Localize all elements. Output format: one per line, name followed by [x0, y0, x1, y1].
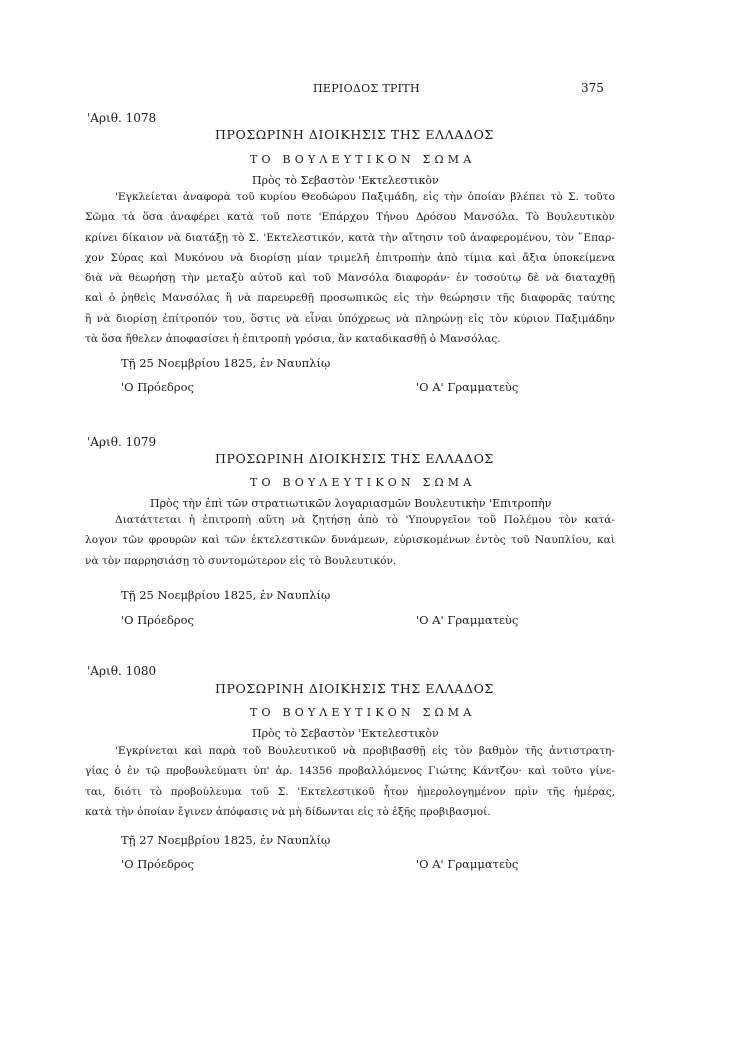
document-number: 'Αριθ. 1080 [87, 664, 157, 678]
document-body [85, 741, 615, 822]
president-signature: 'Ο Πρόεδρος [121, 380, 194, 394]
body-line: Σῶμα τὰ ὅσα ἀναφέρει κατὰ τοῦ ποτε 'Επάρχου Τήνου Δρόσου Μανσόλα. Τὸ Βουλευτικὸν [85, 211, 615, 224]
body-line: τὰ ὅσα ἤθελεν ἀποφασίσει ἡ ἐπιτροπὴ γρόσια, ἂν καταδικασθῇ ὁ Μανσόλας. [85, 333, 501, 346]
secretary-signature: 'Ο Α' Γραμματεὺς [416, 857, 519, 871]
document-number: 'Αριθ. 1078 [87, 111, 157, 125]
body-line: ἢ νὰ διορίσῃ ἐπίτροπόν του, ὅστις νὰ εἶναι ὑπόχρεως νὰ πληρώνῃ εἰς τὸν κύριον Παξιμάδην [85, 312, 615, 325]
body-line: νὰ τὸν παρρησιάσῃ τὸ συντομώτερον εἰς τὸ Βουλευτικόν. [85, 554, 397, 567]
president-signature: 'Ο Πρόεδρος [121, 857, 194, 871]
body-line: κατὰ τὴν ὁποίαν ἔγινεν ἀπόφασις νὰ μὴ δίδωνται εἰς τὸ ἑξῆς προβιβασμοί. [85, 805, 491, 818]
body-line: διὰ νὰ θεωρήσῃ τὴν μεταξὺ αὐτοῦ καὶ τοῦ Μανσόλα διαφοράν· ἐν τοσούτῳ δὲ νὰ διαταχθῇ [85, 272, 615, 285]
body-line: γίας ὁ ἐν τῷ προβουλεύματι ὑπ' ἀρ. 14356 προβαλλόμενος Γιώτης Κάντζου· καὶ τοῦτο γίνε- [85, 765, 615, 778]
document-number: 'Αριθ. 1079 [87, 435, 157, 449]
document-date: Τῇ 27 Νοεμβρίου 1825, ἐν Ναυπλίῳ [121, 833, 331, 847]
issuing-body: ΤΟ ΒΟΥΛΕΥΤΙΚΟΝ ΣΩΜΑ [250, 476, 476, 489]
body-line: χον Σύρας καὶ Μυκόνου νὰ διορίσῃ μίαν τριμελῆ ἐπιτροπὴν ἀπὸ τίμια καὶ ἄξια ὑποκείμενα [85, 251, 615, 264]
document-heading: ΠΡΟΣΩΡΙΝΗ ΔΙΟΙΚΗΣΙΣ ΤΗΣ ΕΛΛΑΔΟΣ [215, 127, 494, 142]
addressee: Πρὸς τὸ Σεβαστὸν 'Εκτελεστικὸν [252, 727, 439, 740]
document-body [85, 187, 615, 349]
issuing-body: ΤΟ ΒΟΥΛΕΥΤΙΚΟΝ ΣΩΜΑ [250, 153, 476, 166]
document-heading: ΠΡΟΣΩΡΙΝΗ ΔΙΟΙΚΗΣΙΣ ΤΗΣ ΕΛΛΑΔΟΣ [215, 681, 494, 696]
body-line: λογον τῶν φρουρῶν καὶ τῶν ἐκτελεστικῶν δυνάμεων, εὑρισκομένων ἐντὸς τοῦ Ναυπλίου, καὶ [85, 534, 615, 547]
document-date: Τῇ 25 Νοεμβρίου 1825, ἐν Ναυπλίῳ [121, 588, 331, 602]
page-number: 375 [581, 81, 604, 95]
addressee: Πρὸς τὴν ἐπὶ τῶν στρατιωτικῶν λογαριασμῶν Βουλευτικὴν 'Επιτροπὴν [150, 497, 552, 510]
president-signature: 'Ο Πρόεδρος [121, 613, 194, 627]
body-line: 'Εγκλείεται ἀναφορὰ τοῦ κυρίου Θεοδώρου Παξιμάδη, εἰς τὴν ὁποίαν βλέπει τὸ Σ. τοῦτο [115, 191, 615, 203]
body-line: ται, διότι τὸ προβούλευμα τοῦ Σ. 'Εκτελεστικοῦ ἦτον ἡμερολογημένον πρὶν τῆς ἡμέρας, [85, 785, 615, 798]
secretary-signature: 'Ο Α' Γραμματεὺς [416, 380, 519, 394]
issuing-body: ΤΟ ΒΟΥΛΕΥΤΙΚΟΝ ΣΩΜΑ [250, 706, 476, 719]
document-heading: ΠΡΟΣΩΡΙΝΗ ΔΙΟΙΚΗΣΙΣ ΤΗΣ ΕΛΛΑΔΟΣ [215, 451, 494, 466]
body-line: Διατάττεται ἡ ἐπιτροπὴ αὕτη νὰ ζητήσῃ ἀπὸ τὸ 'Υπουργεῖον τοῦ Πολέμου τὸν κατά- [115, 514, 615, 526]
body-line: κρίνει δίκαιον νὰ διατάξῃ τὸ Σ. 'Εκτελεστικόν, κατὰ τὴν αἴτησιν τοῦ ἀναφερομένου, τὸν ῞Επαρ- [85, 231, 615, 244]
body-line: 'Εγκρίνεται καὶ παρὰ τοῦ Βουλευτικοῦ νὰ προβιβασθῇ εἰς τὸν βαθμὸν τῆς ἀντιστρατη- [115, 745, 615, 757]
body-line: καὶ ὁ ῥηθεὶς Μανσόλας ἢ νὰ παρευρεθῇ προσωπικῶς εἰς τὴν θεώρησιν τῆς διαφορᾶς ταύτης [85, 292, 615, 305]
running-head: ΠΕΡΙΟΔΟΣ ΤΡΙΤΗ [313, 82, 420, 95]
addressee: Πρὸς τὸ Σεβαστὸν 'Εκτελεστικὸν [252, 174, 439, 187]
document-body [85, 510, 615, 571]
document-date: Τῇ 25 Νοεμβρίου 1825, ἐν Ναυπλίῳ [121, 356, 331, 370]
secretary-signature: 'Ο Α' Γραμματεὺς [416, 613, 519, 627]
